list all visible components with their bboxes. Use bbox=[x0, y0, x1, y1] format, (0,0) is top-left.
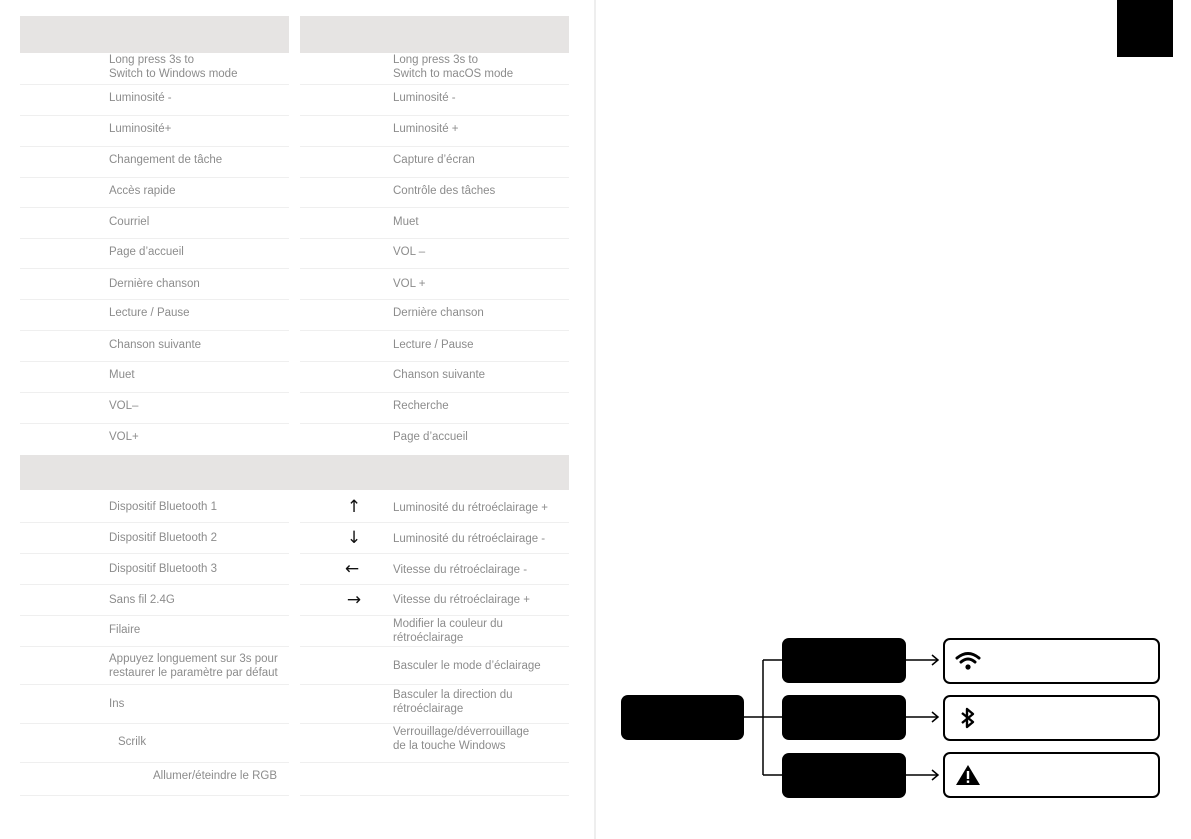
bluetooth-icon bbox=[955, 707, 981, 729]
mac-function-label: Lecture / Pause bbox=[393, 339, 474, 351]
mac-function-label: VOL + bbox=[393, 278, 426, 290]
mode-box-1 bbox=[782, 638, 906, 683]
fn-left-function-label: Dispositif Bluetooth 3 bbox=[109, 563, 218, 575]
fn-right-function-label: Basculer la direction du rétroéclairage bbox=[393, 689, 513, 715]
fn-right-function-label: Verrouillage/déverrouillage de la touche Windows bbox=[393, 726, 530, 752]
bluetooth-result-box bbox=[943, 695, 1160, 741]
arrow-left-icon: ← bbox=[344, 559, 360, 579]
fn-left-function-label: Sans fil 2.4G bbox=[109, 594, 175, 606]
windows-function-label: Long press 3s to Switch to Windows mode bbox=[109, 54, 238, 80]
fn-right-function-label: Modifier la couleur du rétroéclairage bbox=[393, 618, 503, 644]
mac-function-label: Contrôle des tâches bbox=[393, 185, 496, 197]
source-box bbox=[621, 695, 744, 740]
windows-function-label: Dernière chanson bbox=[109, 278, 200, 290]
fn-right-function-label: Basculer le mode d’éclairage bbox=[393, 660, 541, 672]
windows-function-label: Page d’accueil bbox=[109, 246, 184, 258]
fn-right-function-label: Luminosité du rétroéclairage - bbox=[393, 533, 546, 545]
warning-result-box bbox=[943, 752, 1160, 798]
fn-left-function-label: Ins bbox=[109, 698, 125, 710]
mode-box-2 bbox=[782, 695, 906, 740]
windows-function-label: VOL+ bbox=[109, 431, 139, 443]
arrow-right-icon: → bbox=[346, 590, 362, 610]
mac-function-label: Dernière chanson bbox=[393, 307, 484, 319]
mac-function-label: Page d’accueil bbox=[393, 431, 468, 443]
fn-right-function-label: Vitesse du rétroéclairage - bbox=[393, 564, 528, 576]
mac-function-label: Luminosité - bbox=[393, 92, 456, 104]
windows-function-label: Chanson suivante bbox=[109, 339, 202, 351]
mac-function-label: Chanson suivante bbox=[393, 369, 486, 381]
fn-left-function-label: Dispositif Bluetooth 1 bbox=[109, 501, 218, 513]
mac-function-label: Muet bbox=[393, 216, 419, 228]
windows-function-label: Changement de tâche bbox=[109, 154, 223, 166]
fn-left-function-label: Scrilk bbox=[118, 736, 147, 748]
wifi-icon bbox=[955, 650, 981, 672]
fn-right-function-label: Luminosité du rétroéclairage + bbox=[393, 502, 549, 514]
mac-function-label: Luminosité + bbox=[393, 123, 459, 135]
mode-box-3 bbox=[782, 753, 906, 798]
mac-function-label: VOL – bbox=[393, 246, 426, 258]
windows-function-label: Luminosité+ bbox=[109, 123, 172, 135]
fn-left-function-label: Allumer/éteindre le RGB bbox=[153, 770, 277, 782]
arrow-up-icon: ↑ bbox=[346, 497, 362, 517]
fn-left-function-label: Filaire bbox=[109, 624, 141, 636]
warning-icon bbox=[955, 764, 981, 786]
windows-function-label: VOL– bbox=[109, 400, 139, 412]
arrow-down-icon: ↓ bbox=[346, 528, 362, 548]
wireless-result-box bbox=[943, 638, 1160, 684]
windows-function-label: Lecture / Pause bbox=[109, 307, 190, 319]
fn-left-function-label: Appuyez longuement sur 3s pour restaurer le paramètre par défaut bbox=[109, 653, 278, 679]
windows-function-label: Muet bbox=[109, 369, 135, 381]
windows-function-label: Accès rapide bbox=[109, 185, 176, 197]
mac-function-label: Recherche bbox=[393, 400, 449, 412]
fn-left-function-label: Dispositif Bluetooth 2 bbox=[109, 532, 218, 544]
windows-function-label: Courriel bbox=[109, 216, 150, 228]
mac-function-label: Long press 3s to Switch to macOS mode bbox=[393, 54, 514, 80]
windows-function-label: Luminosité - bbox=[109, 92, 172, 104]
mac-function-label: Capture d’écran bbox=[393, 154, 475, 166]
fn-right-function-label: Vitesse du rétroéclairage + bbox=[393, 594, 530, 606]
